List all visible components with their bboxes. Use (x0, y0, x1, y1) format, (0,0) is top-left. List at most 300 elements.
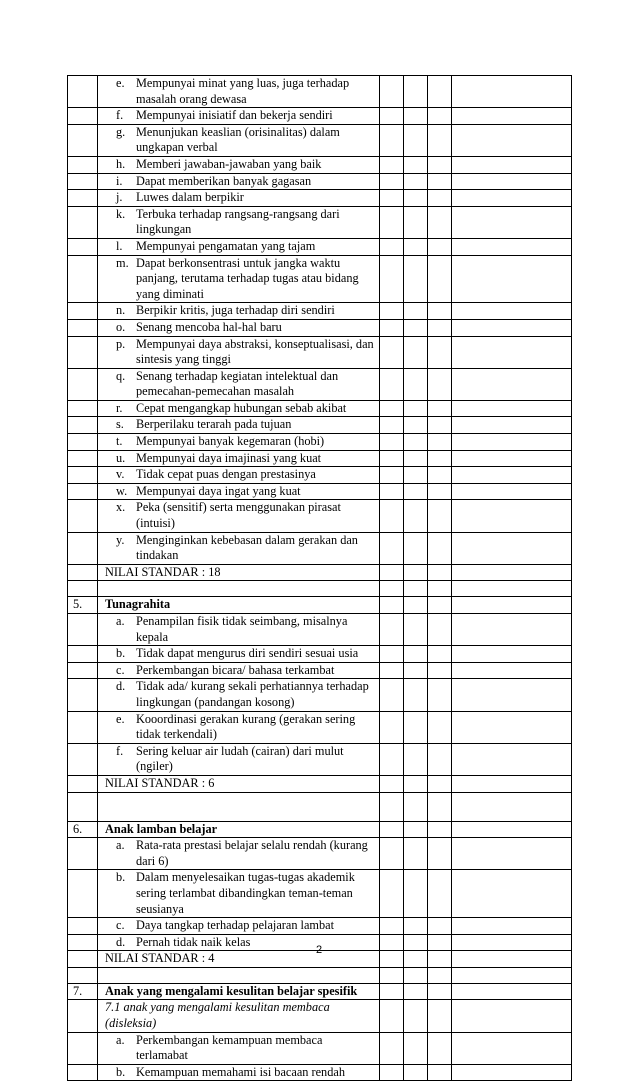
check-cell[interactable] (452, 483, 572, 500)
item-letter: b. (116, 646, 126, 661)
check-cell[interactable] (428, 255, 452, 303)
section-title: Tunagrahita (98, 597, 380, 614)
checklist-item-row (68, 870, 572, 918)
check-cell[interactable] (428, 368, 452, 400)
standard-value: NILAI STANDAR : 18 (98, 564, 380, 581)
item-letter: t. (116, 434, 123, 449)
check-cell[interactable] (452, 983, 572, 1000)
item-cell (98, 467, 380, 484)
check-cell[interactable] (452, 743, 572, 775)
check-cell[interactable] (428, 662, 452, 679)
item-cell (98, 434, 380, 451)
item-letter: a. (116, 838, 125, 853)
check-cell[interactable] (404, 303, 428, 320)
item-text: Mempunyai pengamatan yang tajam (136, 238, 316, 253)
check-cell[interactable] (380, 319, 404, 336)
check-cell[interactable] (452, 918, 572, 935)
checklist-item-row (68, 238, 572, 255)
item-cell (98, 173, 380, 190)
check-cell[interactable] (404, 1000, 428, 1032)
item-cell (98, 206, 380, 238)
check-cell[interactable] (452, 1064, 572, 1081)
item-text: Perkembangan bicara/ bahasa terkambat (136, 662, 335, 677)
item-letter: w. (116, 483, 128, 498)
check-cell[interactable] (428, 838, 452, 870)
check-cell[interactable] (380, 368, 404, 400)
checklist-item-row (68, 838, 572, 870)
checklist-item-row (68, 173, 572, 190)
section-header-row (68, 821, 572, 838)
item-text: Berpikir kritis, juga terhadap diri sendiri (136, 303, 335, 318)
check-cell[interactable] (380, 614, 404, 646)
check-cell[interactable] (428, 967, 452, 983)
checklist-item-row (68, 336, 572, 368)
check-cell[interactable] (452, 967, 572, 983)
row-number (68, 76, 98, 108)
checklist-item-row (68, 679, 572, 711)
checklist-table (67, 75, 572, 1081)
item-cell (98, 190, 380, 207)
check-cell[interactable] (428, 450, 452, 467)
item-text: Tidak dapat mengurus diri sendiri sesuai usia (136, 646, 359, 661)
check-cell[interactable] (428, 532, 452, 564)
check-cell[interactable] (404, 190, 428, 207)
row-number: 7. (68, 983, 98, 1000)
check-cell[interactable] (404, 483, 428, 500)
spacer-row (68, 581, 572, 597)
check-cell[interactable] (404, 532, 428, 564)
check-cell[interactable] (404, 417, 428, 434)
check-cell[interactable] (380, 124, 404, 156)
check-cell[interactable] (404, 450, 428, 467)
check-cell[interactable] (428, 417, 452, 434)
check-cell[interactable] (380, 303, 404, 320)
check-cell[interactable] (428, 792, 452, 821)
item-text: Tidak ada/ kurang sekali perhatiannya terhadap lingkungan (pandangan kosong) (136, 679, 369, 709)
check-cell[interactable] (380, 417, 404, 434)
check-cell[interactable] (452, 775, 572, 792)
check-cell[interactable] (404, 173, 428, 190)
checklist-body (68, 76, 572, 1081)
check-cell[interactable] (380, 467, 404, 484)
checklist-item-row (68, 190, 572, 207)
check-cell[interactable] (380, 743, 404, 775)
check-cell[interactable] (428, 646, 452, 663)
check-cell[interactable] (380, 597, 404, 614)
check-cell[interactable] (428, 918, 452, 935)
standard-value-row (68, 775, 572, 792)
checklist-item-row (68, 206, 572, 238)
checklist-item-row (68, 255, 572, 303)
spacer-cell (98, 967, 380, 983)
check-cell[interactable] (404, 238, 428, 255)
check-cell[interactable] (380, 662, 404, 679)
check-cell[interactable] (380, 108, 404, 125)
checklist-item-row (68, 918, 572, 935)
check-cell[interactable] (380, 156, 404, 173)
item-letter: f. (116, 743, 124, 758)
check-cell[interactable] (404, 662, 428, 679)
item-cell (98, 156, 380, 173)
check-cell[interactable] (380, 646, 404, 663)
checklist-item-row (68, 711, 572, 743)
checklist-item-row (68, 434, 572, 451)
item-text: Perkembangan kemampuan membaca terlamabat (136, 1032, 323, 1063)
item-letter: p. (116, 336, 126, 351)
check-cell[interactable] (452, 500, 572, 532)
row-number (68, 156, 98, 173)
check-cell[interactable] (452, 319, 572, 336)
check-cell[interactable] (428, 400, 452, 417)
row-number (68, 564, 98, 581)
row-number: 5. (68, 597, 98, 614)
subsection-title-row (68, 1000, 572, 1032)
check-cell[interactable] (404, 255, 428, 303)
item-cell (98, 870, 380, 918)
check-cell[interactable] (428, 564, 452, 581)
row-number (68, 255, 98, 303)
item-text: Menginginkan kebebasan dalam gerakan dan tindakan (136, 532, 358, 563)
check-cell[interactable] (452, 108, 572, 125)
row-number (68, 467, 98, 484)
standard-value: NILAI STANDAR : 4 (98, 951, 380, 968)
check-cell[interactable] (452, 581, 572, 597)
section-title: Anak lamban belajar (98, 821, 380, 838)
standard-value: NILAI STANDAR : 6 (98, 775, 380, 792)
item-letter: e. (116, 711, 125, 726)
row-number (68, 870, 98, 918)
check-cell[interactable] (404, 870, 428, 918)
check-cell[interactable] (380, 870, 404, 918)
check-cell[interactable] (428, 614, 452, 646)
check-cell[interactable] (404, 918, 428, 935)
check-cell[interactable] (404, 500, 428, 532)
row-number (68, 238, 98, 255)
checklist-item-row (68, 743, 572, 775)
check-cell[interactable] (452, 564, 572, 581)
check-cell[interactable] (380, 838, 404, 870)
item-text: Dalam menyelesaikan tugas-tugas akademik sering terlambat dibandingkan teman-teman seusianya (136, 870, 355, 916)
item-letter: r. (116, 400, 123, 415)
check-cell[interactable] (452, 532, 572, 564)
item-cell (98, 662, 380, 679)
item-text: Senang mencoba hal-hal baru (136, 319, 282, 334)
row-number (68, 483, 98, 500)
check-cell[interactable] (380, 564, 404, 581)
item-letter: y. (116, 532, 125, 547)
check-cell[interactable] (452, 238, 572, 255)
check-cell[interactable] (452, 646, 572, 663)
check-cell[interactable] (404, 983, 428, 1000)
check-cell[interactable] (452, 614, 572, 646)
check-cell[interactable] (404, 467, 428, 484)
check-cell[interactable] (380, 581, 404, 597)
row-number (68, 679, 98, 711)
row-number (68, 581, 98, 597)
check-cell[interactable] (428, 581, 452, 597)
check-cell[interactable] (380, 76, 404, 108)
item-letter: k. (116, 206, 126, 221)
check-cell[interactable] (428, 303, 452, 320)
check-cell[interactable] (428, 1064, 452, 1081)
checklist-item-row (68, 532, 572, 564)
check-cell[interactable] (380, 238, 404, 255)
item-text: Berperilaku terarah pada tujuan (136, 417, 292, 432)
check-cell[interactable] (428, 467, 452, 484)
row-number (68, 450, 98, 467)
check-cell[interactable] (452, 417, 572, 434)
check-cell[interactable] (404, 838, 428, 870)
item-text: Mempunyai daya imajinasi yang kuat (136, 450, 322, 465)
item-cell (98, 483, 380, 500)
page-number: 2 (315, 944, 323, 956)
check-cell[interactable] (404, 821, 428, 838)
check-cell[interactable] (452, 368, 572, 400)
checklist-item-row (68, 319, 572, 336)
item-cell (98, 614, 380, 646)
row-number (68, 1032, 98, 1064)
item-text: Menunjukan keaslian (orisinalitas) dalam ungkapan verbal (136, 124, 340, 155)
check-cell[interactable] (380, 450, 404, 467)
check-cell[interactable] (380, 336, 404, 368)
item-text: Tidak cepat puas dengan prestasinya (136, 467, 316, 482)
check-cell[interactable] (452, 838, 572, 870)
item-text: Penampilan fisik tidak seimbang, misalnya kepala (136, 614, 348, 644)
check-cell[interactable] (452, 450, 572, 467)
check-cell[interactable] (452, 173, 572, 190)
check-cell[interactable] (404, 711, 428, 743)
check-cell[interactable] (452, 303, 572, 320)
check-cell[interactable] (380, 206, 404, 238)
check-cell[interactable] (380, 821, 404, 838)
check-cell[interactable] (452, 870, 572, 918)
item-letter: q. (116, 368, 126, 383)
spacer-cell (98, 581, 380, 597)
item-text: Mempunyai daya ingat yang kuat (136, 483, 301, 498)
checklist-item-row (68, 400, 572, 417)
check-cell[interactable] (428, 711, 452, 743)
check-cell[interactable] (428, 775, 452, 792)
item-text: Terbuka terhadap rangsang-rangsang dari lingkungan (136, 206, 340, 237)
item-letter: n. (116, 303, 126, 318)
check-cell[interactable] (404, 336, 428, 368)
check-cell[interactable] (452, 1032, 572, 1064)
check-cell[interactable] (452, 679, 572, 711)
item-cell (98, 500, 380, 532)
check-cell[interactable] (380, 1000, 404, 1032)
check-cell[interactable] (452, 124, 572, 156)
check-cell[interactable] (380, 434, 404, 451)
checklist-item-row (68, 417, 572, 434)
section-title: Anak yang mengalami kesulitan belajar spesifik (98, 983, 380, 1000)
check-cell[interactable] (380, 173, 404, 190)
row-number (68, 303, 98, 320)
check-cell[interactable] (380, 792, 404, 821)
row-number (68, 336, 98, 368)
item-letter: d. (116, 934, 126, 949)
row-number (68, 400, 98, 417)
check-cell[interactable] (380, 967, 404, 983)
row-number (68, 918, 98, 935)
check-cell[interactable] (452, 711, 572, 743)
check-cell[interactable] (380, 255, 404, 303)
row-number (68, 500, 98, 532)
check-cell[interactable] (428, 319, 452, 336)
row-number (68, 743, 98, 775)
row-number (68, 124, 98, 156)
check-cell[interactable] (404, 564, 428, 581)
check-cell[interactable] (404, 368, 428, 400)
check-cell[interactable] (428, 983, 452, 1000)
check-cell[interactable] (404, 319, 428, 336)
standard-value-row (68, 564, 572, 581)
check-cell[interactable] (428, 336, 452, 368)
check-cell[interactable] (452, 206, 572, 238)
check-cell[interactable] (404, 792, 428, 821)
check-cell[interactable] (428, 743, 452, 775)
check-cell[interactable] (428, 597, 452, 614)
item-letter: d. (116, 679, 126, 694)
check-cell[interactable] (380, 679, 404, 711)
check-cell[interactable] (380, 711, 404, 743)
item-cell (98, 838, 380, 870)
check-cell[interactable] (404, 646, 428, 663)
row-number (68, 775, 98, 792)
item-letter: m. (116, 255, 129, 270)
check-cell[interactable] (428, 1032, 452, 1064)
check-cell[interactable] (452, 467, 572, 484)
check-cell[interactable] (452, 434, 572, 451)
check-cell[interactable] (452, 1000, 572, 1032)
item-cell (98, 711, 380, 743)
item-text: Luwes dalam berpikir (136, 190, 244, 205)
check-cell[interactable] (428, 483, 452, 500)
check-cell[interactable] (404, 156, 428, 173)
item-text: Dapat berkonsentrasi untuk jangka waktu panjang, terutama terhadap tugas atau bidang yang diminati (136, 255, 359, 301)
item-text: Mempunyai daya abstraksi, konseptualisasi, dan sintesis yang tinggi (136, 336, 374, 367)
check-cell[interactable] (428, 206, 452, 238)
check-cell[interactable] (452, 821, 572, 838)
item-letter: h. (116, 156, 126, 171)
row-number (68, 1064, 98, 1081)
item-letter: a. (116, 1032, 125, 1047)
checklist-item-row (68, 500, 572, 532)
row-number (68, 792, 98, 821)
check-cell[interactable] (404, 1032, 428, 1064)
checklist-item-row (68, 76, 572, 108)
item-cell (98, 255, 380, 303)
check-cell[interactable] (404, 743, 428, 775)
checklist-item-row (68, 368, 572, 400)
check-cell[interactable] (452, 792, 572, 821)
check-cell[interactable] (452, 190, 572, 207)
item-letter: j. (116, 190, 123, 205)
check-cell[interactable] (404, 76, 428, 108)
checklist-item-row (68, 1032, 572, 1064)
check-cell[interactable] (380, 483, 404, 500)
check-cell[interactable] (380, 500, 404, 532)
check-cell[interactable] (452, 662, 572, 679)
item-letter: u. (116, 450, 126, 465)
check-cell[interactable] (404, 124, 428, 156)
check-cell[interactable] (428, 679, 452, 711)
check-cell[interactable] (428, 156, 452, 173)
check-cell[interactable] (428, 500, 452, 532)
item-text: Mempunyai banyak kegemaran (hobi) (136, 434, 325, 449)
check-cell[interactable] (404, 400, 428, 417)
check-cell[interactable] (380, 400, 404, 417)
check-cell[interactable] (404, 614, 428, 646)
check-cell[interactable] (428, 76, 452, 108)
checklist-sheet (67, 75, 571, 1081)
check-cell[interactable] (428, 238, 452, 255)
check-cell[interactable] (428, 870, 452, 918)
item-cell (98, 1032, 380, 1064)
check-cell[interactable] (428, 173, 452, 190)
check-cell[interactable] (380, 1064, 404, 1081)
item-cell (98, 417, 380, 434)
item-letter: b. (116, 1064, 126, 1079)
check-cell[interactable] (404, 108, 428, 125)
check-cell[interactable] (452, 400, 572, 417)
row-number (68, 368, 98, 400)
check-cell[interactable] (404, 1064, 428, 1081)
row-number (68, 967, 98, 983)
row-number (68, 434, 98, 451)
check-cell[interactable] (428, 1000, 452, 1032)
check-cell[interactable] (428, 821, 452, 838)
check-cell[interactable] (380, 918, 404, 935)
item-text: Rata-rata prestasi belajar selalu rendah (kurang dari 6) (136, 838, 368, 868)
item-cell (98, 124, 380, 156)
check-cell[interactable] (428, 190, 452, 207)
check-cell[interactable] (380, 190, 404, 207)
item-cell (98, 303, 380, 320)
check-cell[interactable] (404, 679, 428, 711)
row-number (68, 711, 98, 743)
check-cell[interactable] (428, 124, 452, 156)
check-cell[interactable] (452, 336, 572, 368)
check-cell[interactable] (452, 156, 572, 173)
checklist-item-row (68, 614, 572, 646)
item-cell (98, 646, 380, 663)
check-cell[interactable] (404, 581, 428, 597)
item-letter: s. (116, 417, 124, 432)
checklist-item-row (68, 450, 572, 467)
check-cell[interactable] (404, 775, 428, 792)
item-letter: x. (116, 500, 126, 515)
item-letter: i. (116, 173, 123, 188)
section-header-row (68, 597, 572, 614)
check-cell[interactable] (428, 108, 452, 125)
item-text: Mempunyai minat yang luas, juga terhadap masalah orang dewasa (136, 76, 350, 106)
check-cell[interactable] (428, 434, 452, 451)
check-cell[interactable] (452, 76, 572, 108)
check-cell[interactable] (380, 532, 404, 564)
check-cell[interactable] (404, 206, 428, 238)
check-cell[interactable] (452, 255, 572, 303)
check-cell[interactable] (452, 597, 572, 614)
item-cell (98, 918, 380, 935)
check-cell[interactable] (404, 967, 428, 983)
item-text: Cepat mengangkap hubungan sebab akibat (136, 400, 347, 415)
check-cell[interactable] (380, 775, 404, 792)
check-cell[interactable] (404, 434, 428, 451)
item-text: Peka (sensitif) serta menggunakan pirasat (intuisi) (136, 500, 341, 531)
check-cell[interactable] (404, 597, 428, 614)
check-cell[interactable] (380, 1032, 404, 1064)
check-cell[interactable] (380, 983, 404, 1000)
